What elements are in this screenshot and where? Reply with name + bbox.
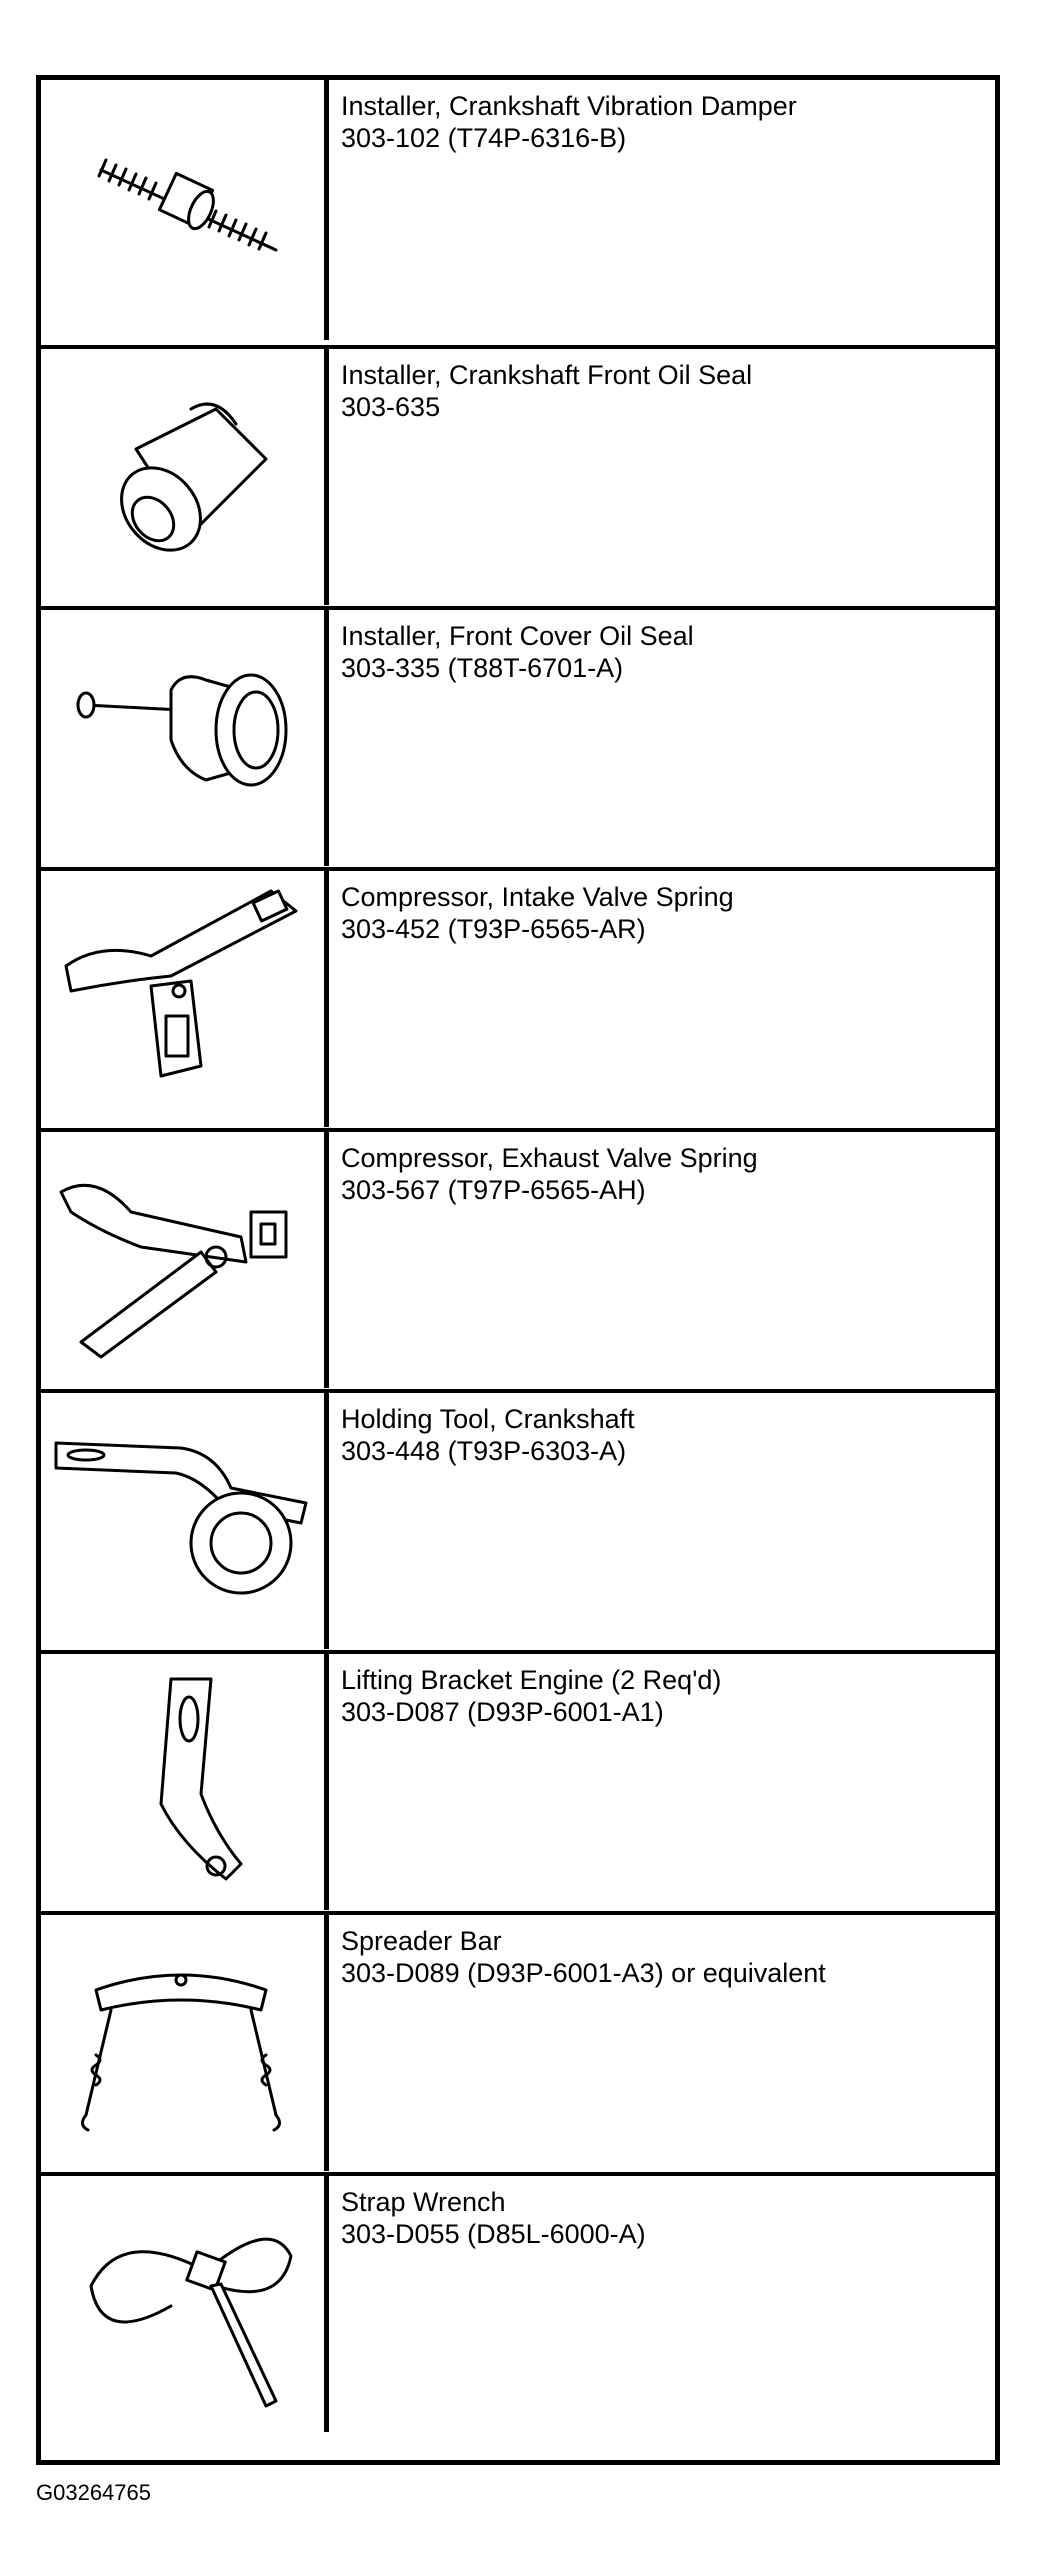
spreader-bar-icon <box>41 1915 324 2170</box>
threaded-rod-installer-icon <box>41 80 324 335</box>
tool-number: 303-635 <box>341 392 441 422</box>
tool-number: 303-D087 (D93P-6001-A1) <box>341 1697 664 1727</box>
tool-row <box>41 1911 995 2171</box>
cover-seal-installer-icon <box>41 610 324 865</box>
tool-name: Installer, Crankshaft Vibration Damper <box>341 91 797 121</box>
tool-number: 303-448 (T93P-6303-A) <box>341 1436 627 1466</box>
tool-name: Compressor, Exhaust Valve Spring <box>341 1143 758 1173</box>
tool-row <box>41 1650 995 1910</box>
tool-name: Compressor, Intake Valve Spring <box>341 882 734 912</box>
tool-row <box>41 345 995 605</box>
tool-row <box>41 867 995 1127</box>
special-tools-table <box>36 75 1000 2465</box>
lifting-bracket-icon <box>41 1654 324 1909</box>
figure-id: G03264765 <box>36 2480 151 2505</box>
exhaust-spring-compressor-icon <box>41 1132 324 1387</box>
seal-installer-cylinder-icon <box>41 349 324 604</box>
tool-row <box>41 1389 995 1649</box>
strap-wrench-icon <box>41 2176 324 2431</box>
tool-row <box>41 606 995 866</box>
tool-name: Lifting Bracket Engine (2 Req'd) <box>341 1665 722 1695</box>
tool-number: 303-D055 (D85L-6000-A) <box>341 2219 646 2249</box>
crankshaft-holding-tool-icon <box>41 1393 324 1648</box>
tool-row <box>41 80 995 340</box>
tool-name: Installer, Crankshaft Front Oil Seal <box>341 360 753 390</box>
tool-number: 303-102 (T74P-6316-B) <box>341 123 627 153</box>
tool-name: Spreader Bar <box>341 1926 502 1956</box>
intake-spring-compressor-icon <box>41 871 324 1126</box>
tool-name: Installer, Front Cover Oil Seal <box>341 621 694 651</box>
tool-number: 303-D089 (D93P-6001-A3) or equivalent <box>341 1958 826 1988</box>
tool-number: 303-567 (T97P-6565-AH) <box>341 1175 646 1205</box>
tool-number: 303-335 (T88T-6701-A) <box>341 653 624 683</box>
tool-name: Holding Tool, Crankshaft <box>341 1404 635 1434</box>
tool-row <box>41 1128 995 1388</box>
tool-row <box>41 2172 995 2432</box>
tool-number: 303-452 (T93P-6565-AR) <box>341 914 646 944</box>
tool-name: Strap Wrench <box>341 2187 506 2217</box>
